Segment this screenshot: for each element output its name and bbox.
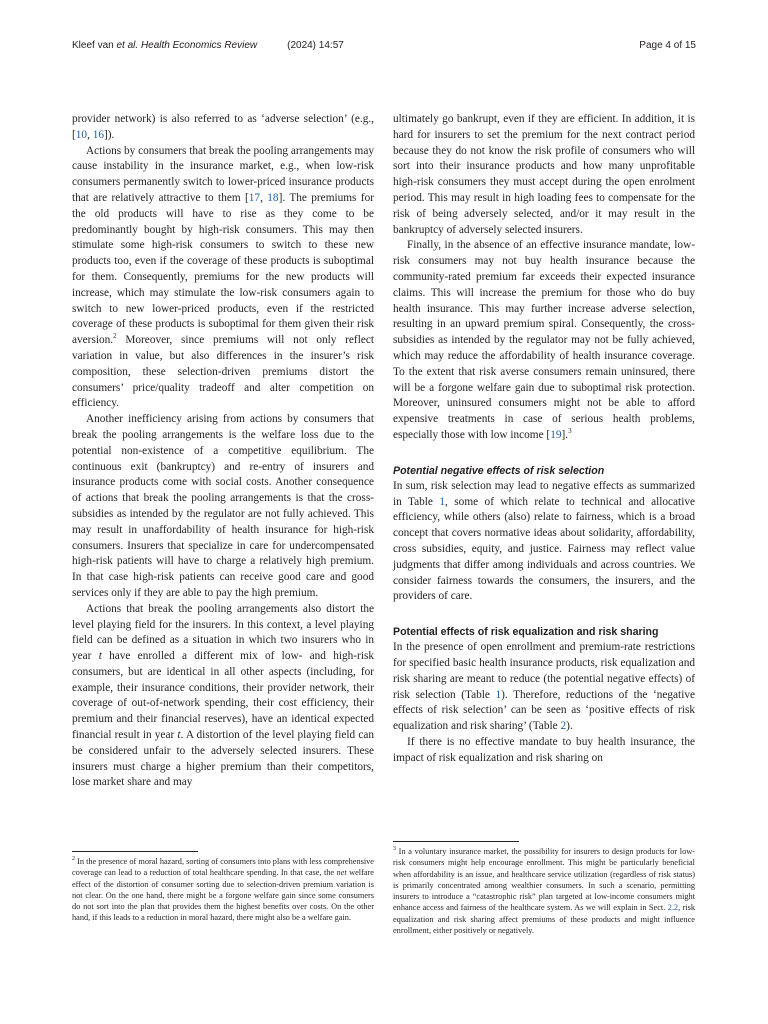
- header-citation: Kleef van et al. Health Economics Review (2024) 14:57: [72, 40, 344, 51]
- section-heading: Potential effects of risk equalization and risk sharing: [393, 626, 659, 639]
- paragraph: Finally, in the absence of an effective insurance mandate, low-risk consumers may not buy health insurance because the community-rated premium far exceeds their expected insurance claims. This will increase the premium for those who do buy health insurance. This may further increase adverse selection, resulting in an upward premium spiral. Consequently, the cross-subsidies as intended by the regulator may not be fully achieved, which may reduce the affordability of health insurance coverage. To the extent that risk averse consumers remain uninsured, there will be a forgone welfare gain due to suboptimal risk protection. Moreover, uninsured consumers might not be able to afford expensive treatments in case of serious health problems, especially those with low income [19].$^3$: [393, 239, 695, 441]
- paragraph: In sum, risk selection may lead to negative effects as summarized in Table 1, some of which relate to technical and allocative efficiency, while others (also) relate to fairness, which is a broad concept that covers normative ideas about solidarity, affordability, cross subsidies, equity, and justice. Fairness may reflect value judgments that differ among individuals and across countries. We consider fairness towards the consumers, the insurers, and the providers of care.: [393, 479, 695, 603]
- citation-link[interactable]: 16: [92, 128, 105, 141]
- footnote-divider: [72, 851, 198, 852]
- paragraph: ultimately go bankrupt, even if they are efficient. In addition, it is hard for insurers to set the premium for the next contract period because they do not know the risk profile of consumers who will sort into their insurance products and how many unprofitable high-risk consumers they must accept during the open enrolment period. This may result in high loading fees to compensate for the risk of being adversely selected, and/or it may result in the bankruptcy of adversely selected insurers.: [393, 113, 695, 236]
- paragraph: If there is no effective mandate to buy health insurance, the impact of risk equalization and risk sharing on: [393, 735, 695, 764]
- section-heading: Potential negative effects of risk selection: [393, 464, 605, 477]
- citation-link[interactable]: 17: [248, 191, 261, 204]
- footnote-marker[interactable]: 3: [568, 427, 572, 436]
- paragraph: Actions that break the pooling arrangements also distort the level playing field for the insurers. In this context, a level playing field can be defined as a situation in which two insurers who in year t have enrolled a different mix of low- and high-risk consumers, but are identical in all other aspects (including, for example, their insurance conditions, their provider network, their coverage of out-of-network spending, their cost efficiency, their premium and their financial reserves), have an identical expected financial result in year t. A distortion of the level playing field can be considered unfair to the adversely selected insurers. These insurers must charge a higher premium than their competitors, lose market share and may: [72, 602, 375, 789]
- paragraph: Actions by consumers that break the pooling arrangements may cause instability in the insurance market, e.g., when low-risk consumers permanently switch to lower-priced insurance products that are relatively attractive to them [17, 18]. The premiums for the old products will have to rise as they come to be predominantly bought by high-risk consumers. This may then stimulate some high-risk consumers to switch to these new products too, even if the coverage of these products is suboptimal for them. Consequently, premiums for the new products will increase, which may stimulate the low-risk consumers again to switch to new lower-priced products, even if the restricted coverage of these products is suboptimal for them given their risk aversion.$^2$ Moreover, since premiums will not only reflect variation in value, but also differences in the insurer’s risk composition, these selection-driven premiums distort the consumers’ price/quality tradeoff and alter competition on efficiency.: [72, 144, 374, 410]
- table-link[interactable]: 1: [439, 495, 446, 508]
- section-link[interactable]: 2.2: [667, 903, 679, 913]
- table-link[interactable]: 2: [560, 720, 567, 733]
- citation-link[interactable]: 10: [75, 128, 88, 141]
- left-column: [72, 112, 374, 791]
- table-link[interactable]: 1: [495, 688, 502, 701]
- footnote: $^2$ In the presence of moral hazard, sorting of consumers into plans with less comprehensive coverage can lead to a reduction of total healthcare spending. In that case, the net welfare effect of the distortion of consumer sorting due to selection-driven premium variation is not clear. On the one hand, there might be a forgone welfare gain since some consumers do not sort into the plan that provides them the highest benefits over costs. On the other hand, if this leads to a reduction in moral hazard, there might also be a welfare gain.: [72, 856, 374, 923]
- paragraph: provider network) is also referred to as ‘adverse selection’ (e.g., [10, 16]).: [72, 113, 374, 141]
- right-column: [393, 112, 695, 766]
- citation-link[interactable]: 18: [267, 191, 279, 204]
- footnote: $^3$ In a voluntary insurance market, the possibility for insurers to design products for low-risk consumers might help encourage enrollment. This might be particularly beneficial when affordability is an issue, and healthcare service utilization (regardless of risk status) is primarily concentrated among wealthier consumers. In such a scenario, permitting insurers to introduce a “catastrophic risk” plan targeted at low-income consumers might enhance access and fairness of the healthcare system. As we will explain in Sect. 2.2, risk equalization and risk sharing affect premiums of these products and might influence enrollment, either positively or negatively.: [393, 846, 695, 936]
- footnote-marker[interactable]: 2: [113, 332, 117, 341]
- paragraph: In the presence of open enrollment and premium-rate restrictions for specified basic health insurance products, risk equalization and risk sharing are meant to reduce (the potential negative effects) of risk selection (Table 1). Therefore, reductions of the ‘negative effects of risk selection’ can be seen as ‘positive effects of risk equalization and risk sharing’ (Table 2).: [393, 641, 695, 733]
- page-number: Page 4 of 15: [639, 40, 696, 51]
- footnote-divider: [393, 841, 519, 842]
- citation-link[interactable]: 19: [550, 428, 562, 441]
- paragraph: Another inefficiency arising from actions by consumers that break the pooling arrangements is the welfare loss due to the potential non-existence of a competitive equilibrium. The continuous exit (bankruptcy) and re-entry of insurers and insurance products come with social costs. Another consequence of actions that break the pooling arrangements is that the cross-subsidies as intended by the regulator are not fully achieved. This may result in unaffordability of health insurance for high-risk consumers. Insurers that specialize in care for undercompensated high-risk patients will have to charge a relatively high premium. In that case high-risk patients can receive good care and good services only if they are able to pay the high premium.: [72, 413, 374, 599]
